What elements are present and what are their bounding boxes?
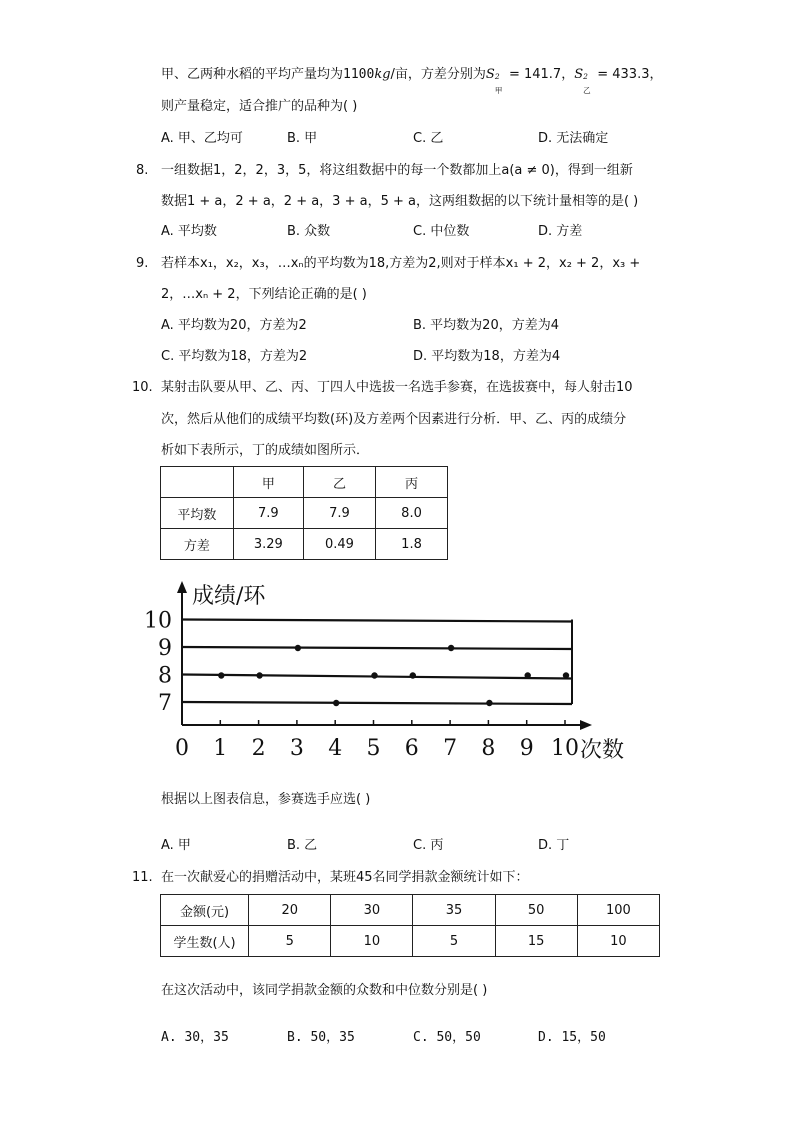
- table-cell: 10: [577, 926, 659, 957]
- x-tick-label: 3: [289, 736, 304, 761]
- q11-option-d[interactable]: D. 15，50: [538, 1030, 606, 1045]
- data-point: [563, 672, 569, 678]
- q8-line1: [161, 163, 633, 179]
- table-cell: 3.29: [233, 529, 303, 560]
- table-cell: [161, 467, 234, 498]
- table-cell: 8.0: [376, 498, 448, 529]
- s-jia-sup: 2: [494, 72, 500, 81]
- y-axis-label: 成绩/环: [192, 584, 266, 609]
- x-tick-label: 1: [213, 736, 228, 761]
- gridline-y-9: [182, 647, 572, 649]
- y-tick-label: 9: [158, 636, 172, 661]
- x-tick-label: 0: [175, 736, 189, 761]
- table-cell: 乙: [303, 467, 375, 498]
- table-cell: 金额(元): [161, 895, 249, 926]
- q7-eq1: = 141.7，: [504, 67, 575, 82]
- q7-eq2: = 433.3，: [593, 67, 663, 82]
- s-jia-symbol: S: [485, 67, 495, 82]
- y-tick-label: 8: [158, 663, 172, 689]
- table-cell: 35: [413, 895, 495, 926]
- table-row: [161, 895, 660, 926]
- data-point: [256, 672, 262, 678]
- x-tick-label: 9: [519, 736, 534, 761]
- table-cell: 学生数(人): [161, 926, 249, 957]
- q7-line2: 则产量稳定，适合推广的品种为( ): [161, 99, 358, 114]
- q9-option-a[interactable]: A. 平均数为20，方差为2: [161, 318, 307, 333]
- data-point: [448, 645, 454, 651]
- s-jia-sub: 甲: [494, 86, 503, 95]
- q7-yield: 1100: [343, 67, 375, 82]
- q10-line1: 某射击队要从甲、乙、丙、丁四人中选拔一名选手参赛，在选拔赛中，每人射击10: [161, 380, 633, 395]
- s-jia: [485, 67, 505, 95]
- x-tick-label: 5: [366, 736, 381, 761]
- chart-labels: [144, 584, 624, 763]
- x-axis-arrow-icon: [580, 720, 592, 730]
- q10-question: 根据以上图表信息，参赛选手应选( ): [161, 792, 371, 807]
- table-cell: 7.9: [303, 498, 375, 529]
- x-tick-label: 2: [251, 736, 266, 761]
- x-tick-label: 10: [551, 736, 579, 761]
- table-cell: 0.49: [303, 529, 375, 560]
- table-row: [161, 926, 660, 957]
- q8-line1-c: ，得到一组新: [554, 163, 633, 178]
- table-cell: 1.8: [376, 529, 448, 560]
- data-point: [295, 645, 301, 651]
- q7-text-b: /亩，方差分别为: [390, 67, 486, 82]
- y-tick-label: 10: [144, 608, 172, 634]
- q9-option-b[interactable]: B. 平均数为20，方差为4: [413, 318, 559, 333]
- q10-option-d[interactable]: D. 丁: [538, 838, 570, 853]
- q9-option-d[interactable]: D. 平均数为18，方差为4: [413, 349, 561, 364]
- table-cell: 15: [495, 926, 577, 957]
- q8-line1-b: a(a ≠ 0): [501, 163, 555, 178]
- q10-line2: 次，然后从他们的成绩平均数(环)及方差两个因素进行分析．甲、乙、丙的成绩分: [161, 412, 627, 427]
- table-cell: 甲: [233, 467, 303, 498]
- q10-line3: 析如下表所示，丁的成绩如图所示．: [161, 443, 370, 458]
- q8-number: 8.: [136, 163, 149, 178]
- s-yi: [574, 67, 593, 95]
- q11-option-c[interactable]: C. 50，50: [413, 1030, 481, 1045]
- table-cell: 30: [331, 895, 413, 926]
- data-point: [410, 672, 416, 678]
- q8-line1-a: 一组数据1，2，2，3，5，将这组数据中的每一个数都加上: [161, 163, 502, 178]
- q11-option-b[interactable]: B. 50，35: [287, 1030, 355, 1045]
- q8-option-a[interactable]: A. 平均数: [161, 224, 217, 239]
- table-cell: 50: [495, 895, 577, 926]
- table-cell: 100: [577, 895, 659, 926]
- q7-text-a: 甲、乙两种水稻的平均产量均为: [161, 67, 344, 82]
- x-axis-label: 次数: [580, 738, 625, 763]
- q10-option-c[interactable]: C. 丙: [413, 838, 444, 853]
- gridline-y-7: [182, 702, 572, 704]
- ding-score-chart: [144, 575, 640, 775]
- data-point: [525, 672, 531, 678]
- q7-option-b[interactable]: B. 甲: [287, 131, 318, 146]
- q8-option-c[interactable]: C. 中位数: [413, 224, 470, 239]
- q10-table: [160, 466, 448, 560]
- q10-number: 10.: [132, 380, 153, 395]
- data-point: [333, 700, 339, 706]
- x-tick-label: 7: [443, 736, 458, 761]
- table-cell: 平均数: [161, 498, 234, 529]
- table-row: [161, 498, 448, 529]
- table-cell: 20: [249, 895, 331, 926]
- table-cell: 5: [413, 926, 495, 957]
- q11-line1: 在一次献爱心的捐赠活动中，某班45名同学捐款金额统计如下：: [161, 870, 529, 885]
- data-point: [371, 672, 377, 678]
- q11-table: [160, 894, 660, 957]
- x-tick-label: 8: [481, 736, 496, 761]
- table-cell: 方差: [161, 529, 234, 560]
- table-cell: 5: [249, 926, 331, 957]
- chart-grid: [182, 620, 572, 705]
- s-yi-symbol: S: [574, 67, 584, 82]
- q7-unit: kg: [374, 67, 391, 82]
- table-cell: 10: [331, 926, 413, 957]
- table-row: [161, 467, 448, 498]
- q9-option-c[interactable]: C. 平均数为18，方差为2: [161, 349, 308, 364]
- data-point: [486, 700, 492, 706]
- s-yi-sub: 乙: [583, 86, 591, 95]
- x-tick-label: 4: [328, 736, 343, 761]
- q9-line1: 若样本x₁，x₂，x₃，…xₙ的平均数为18,方差为2,则对于样本x₁ + 2，x₂ + 2，x₃ +: [161, 256, 641, 271]
- table-cell: 7.9: [233, 498, 303, 529]
- q10-option-b[interactable]: B. 乙: [287, 838, 318, 853]
- y-tick-label: 7: [158, 691, 172, 716]
- q8-option-d[interactable]: D. 方差: [538, 224, 583, 239]
- q11-option-a[interactable]: A. 30，35: [161, 1030, 229, 1045]
- q9-number: 9.: [136, 256, 149, 271]
- q7-option-a[interactable]: A. 甲、乙均可: [161, 131, 243, 146]
- q9-line2: 2，…xₙ + 2，下列结论正确的是( ): [161, 287, 367, 302]
- q8-line2: 数据1 + a，2 + a，2 + a，3 + a，5 + a，这两组数据的以下统计量相等的是( ): [161, 194, 639, 209]
- q11-number: 11.: [132, 870, 153, 885]
- y-axis-arrow-icon: [177, 581, 187, 593]
- x-tick-label: 6: [404, 736, 419, 761]
- table-row: [161, 529, 448, 560]
- data-point: [218, 672, 224, 678]
- s-yi-sup: 2: [583, 72, 588, 81]
- q7-option-d[interactable]: D. 无法确定: [538, 131, 609, 146]
- gridline-y-10: [182, 620, 572, 622]
- table-cell: 丙: [376, 467, 448, 498]
- q10-option-a[interactable]: A. 甲: [161, 838, 191, 853]
- q8-option-b[interactable]: B. 众数: [287, 224, 331, 239]
- q7-line1: [161, 67, 663, 95]
- q7-option-c[interactable]: C. 乙: [413, 131, 444, 146]
- q11-question: 在这次活动中，该同学捐款金额的众数和中位数分别是( ): [161, 983, 488, 998]
